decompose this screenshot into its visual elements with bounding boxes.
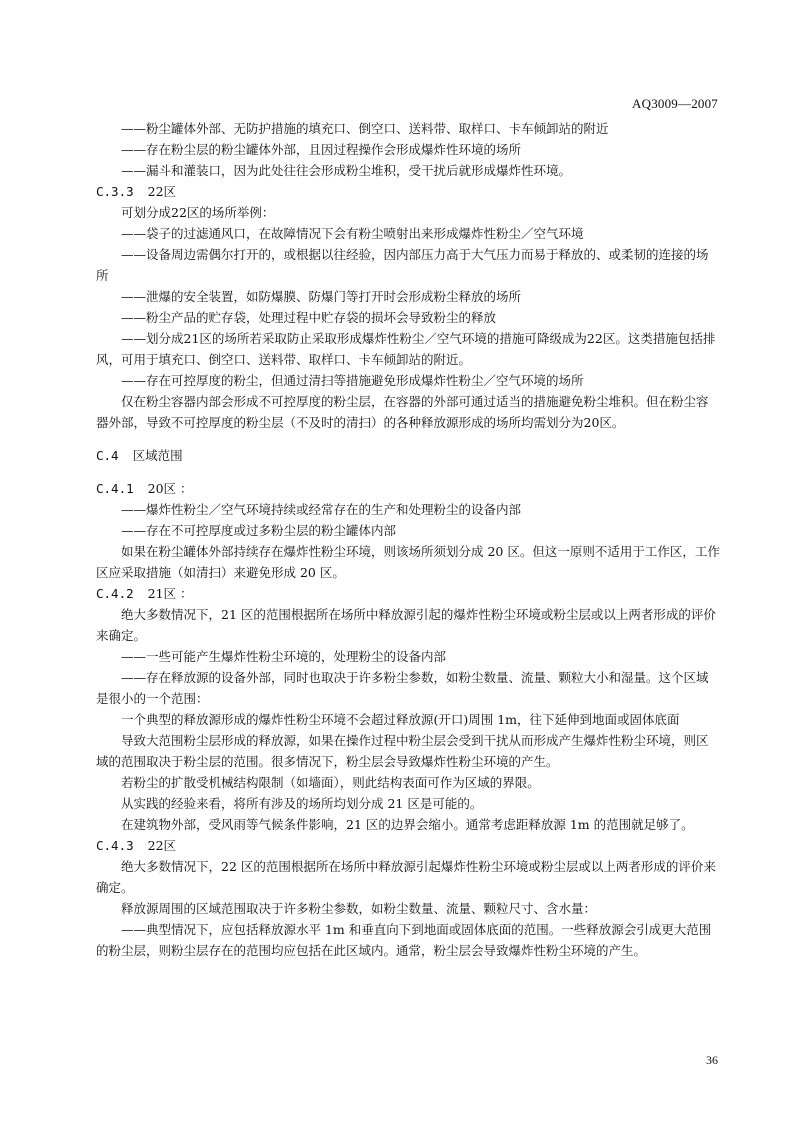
paragraph: ——典型情况下，应包括释放源水平 1m 和垂直向下到地面或固体底面的范围。一些释放源会引成更大范围的粉尘层，则粉尘层存在的范围均应包括在此区域内。通常，粉尘层会导致爆炸性粉尘环境的产生。: [96, 922, 712, 958]
section-title: 区域范围: [132, 448, 183, 463]
section-title: 22区: [147, 838, 177, 853]
paragraph: ——粉尘罐体外部、无防护措施的填充口、倒空口、送料带、取样口、卡车倾卸站的附近: [121, 121, 609, 136]
section-number: C.4: [96, 448, 119, 463]
document-body: [96, 118, 720, 961]
page-number: 36: [706, 1053, 718, 1067]
paragraph: ——存在不可控厚度或过多粉尘层的粉尘罐体内部: [121, 523, 397, 538]
section-number: C.4.2: [96, 586, 134, 601]
paragraph: 一个典型的释放源形成的爆炸性粉尘环境不会超过释放源(开口)周围 1m，往下延伸到地面或固体底面: [121, 712, 680, 727]
paragraph: ——划分成21区的场所若采取防止采取形成爆炸性粉尘／空气环境的措施可降级成为22区。这类措施包括排风，可用于填充口、倒空口、送料带、取样口、卡车倾卸站的附近。: [96, 331, 716, 367]
section-number: C.4.3: [96, 838, 134, 853]
document-code: AQ3009—2007: [632, 96, 718, 111]
paragraph: ——粉尘产品的贮存袋，处理过程中贮存袋的损坏会导致粉尘的释放: [121, 310, 497, 325]
paragraph: 可划分成22区的场所举例：: [121, 205, 275, 220]
section-heading-c42: [96, 583, 720, 604]
paragraph: ——爆炸性粉尘／空气环境持续或经常存在的生产和处理粉尘的设备内部: [121, 502, 522, 517]
paragraph: 仅在粉尘容器内部会形成不可控厚度的粉尘层，在容器的外部可通过适当的措施避免粉尘堆积。但在粉尘容器外部，导致不可控厚度的粉尘层（不及时的清扫）的各种释放源形成的场所均需划分为20区。: [96, 394, 709, 430]
paragraph: 从实践的经验来看，将所有涉及的场所均划分成 21 区是可能的。: [121, 796, 483, 811]
paragraph: 绝大多数情况下，21 区的范围根据所在场所中释放源引起的爆炸性粉尘环境或粉尘层或以上两者形成的评价来确定。: [96, 607, 716, 643]
paragraph: 在建筑物外部，受风雨等气候条件影响，21 区的边界会缩小。通常考虑距释放源 1m 的范围就足够了。: [121, 817, 694, 832]
paragraph: ——泄爆的安全装置，如防爆膜、防爆门等打开时会形成粉尘释放的场所: [121, 289, 522, 304]
section-number: C.4.1: [96, 481, 134, 496]
paragraph: ——设备周边需偶尔打开的，或根据以往经验，因内部压力高于大气压力而易于释放的、或柔韧的连接的场所: [96, 247, 709, 283]
paragraph: 如果在粉尘罐体外部持续存在爆炸性粉尘环境，则该场所须划分成 20 区。但这一原则不适用于工作区，工作区应采取措施（如清扫）来避免形成 20 区。: [96, 544, 720, 580]
paragraph: ——一些可能产生爆炸性粉尘环境的，处理粉尘的设备内部: [121, 649, 447, 664]
section-heading-c33: [96, 181, 720, 202]
section-heading-c4: [96, 445, 720, 466]
paragraph: ——存在可控厚度的粉尘，但通过清扫等措施避免形成爆炸性粉尘／空气环境的场所: [121, 373, 584, 388]
paragraph: 若粉尘的扩散受机械结构限制（如墙面），则此结构表面可作为区域的界限。: [121, 775, 540, 790]
paragraph: ——漏斗和灌装口，因为此处往往会形成粉尘堆积，受干扰后就形成爆炸性环境。: [121, 163, 572, 178]
paragraph: ——袋子的过滤通风口，在故障情况下会有粉尘喷射出来形成爆炸性粉尘／空气环境: [121, 226, 584, 241]
section-title: 22区: [147, 184, 177, 199]
section-title: 20区 ：: [147, 481, 193, 496]
paragraph: ——存在粉尘层的粉尘罐体外部，且因过程操作会形成爆炸性环境的场所: [121, 142, 522, 157]
section-heading-c43: [96, 835, 720, 856]
paragraph: ——存在释放源的设备外部，同时也取决于许多粉尘参数，如粉尘数量、流量、颗粒大小和湿量。这个区域是很小的一个范围：: [96, 670, 709, 706]
paragraph: 导致大范围粉尘层形成的释放源，如果在操作过程中粉尘层会受到干扰从而形成产生爆炸性粉尘环境，则区域的范围取决于粉尘层的范围。很多情况下，粉尘层会导致爆炸性粉尘环境的产生。: [96, 733, 709, 769]
section-title: 21区 ：: [147, 586, 193, 601]
paragraph: 绝大多数情况下，22 区的范围根据所在场所中释放源引起爆炸性粉尘环境或粉尘层或以上两者形成的评价来确定。: [96, 859, 716, 895]
section-heading-c41: [96, 478, 720, 499]
section-number: C.3.3: [96, 184, 134, 199]
paragraph: 释放源周围的区域范围取决于许多粉尘参数，如粉尘数量、流量、颗粒尺寸、含水量：: [121, 901, 597, 916]
